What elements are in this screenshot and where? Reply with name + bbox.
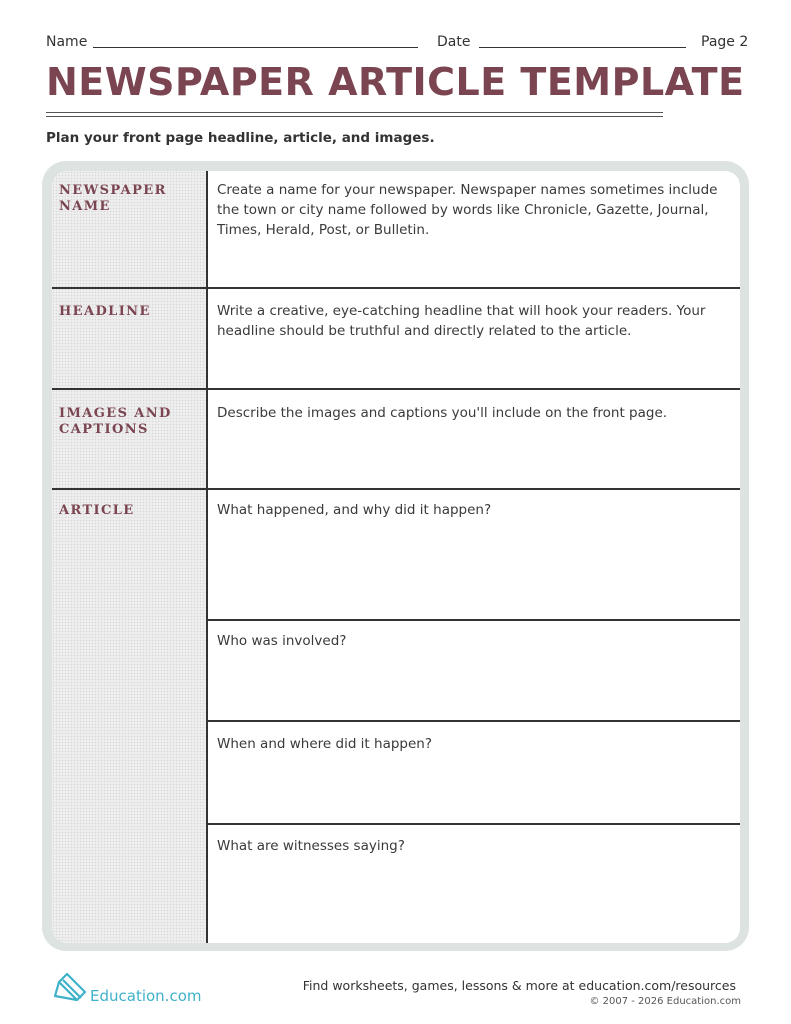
subrow-divider [206,720,740,722]
newspaper-name-prompt[interactable]: Create a name for your newspaper. Newspaper names sometimes include the town or city name followed by words like Chronicle, Gazette, Journal, Times, Herald, Post, or Bulletin. [217,182,718,238]
name-field[interactable] [93,47,418,48]
education-logo[interactable] [54,972,214,1008]
title-rule-bottom [46,116,663,117]
page-title: NEWSPAPER ARTICLE TEMPLATE [46,60,745,104]
article-prompt-witnesses[interactable]: What are witnesses saying? [217,838,405,854]
subtitle: Plan your front page headline, article, and images. [46,130,435,146]
subrow-divider [206,619,740,621]
footer-copyright: © 2007 - 2026 Education.com [589,996,741,1007]
section-label-headline: HEADLINE [59,304,151,319]
worksheet-table [52,171,740,943]
subrow-divider [206,823,740,825]
date-field[interactable] [479,47,686,48]
row-divider [52,388,740,390]
section-label-newspaper-name: NEWSPAPER NAME [59,183,167,214]
article-prompt-when-where[interactable]: When and where did it happen? [217,736,433,752]
row-divider [52,488,740,490]
images-prompt[interactable]: Describe the images and captions you'll include on the front page. [217,405,668,421]
name-label: Name [46,34,88,50]
article-prompt-who[interactable]: Who was involved? [217,633,347,649]
article-prompt-what[interactable]: What happened, and why did it happen? [217,502,492,518]
title-rule-top [46,112,663,113]
date-label: Date [437,34,471,50]
section-label-images-and-captions: IMAGES AND CAPTIONS [59,406,172,437]
footer-tagline[interactable]: Find worksheets, games, lessons & more at education.com/resources [302,978,736,993]
headline-prompt[interactable]: Write a creative, eye-catching headline that will hook your readers. Your headline should be truthful and directly related to the article. [217,303,706,339]
logo-text: Education.com [90,987,202,1005]
row-divider [52,287,740,289]
section-label-article: ARTICLE [59,503,135,518]
pencil-icon [54,972,88,1008]
page-number: Page 2 [701,34,749,50]
